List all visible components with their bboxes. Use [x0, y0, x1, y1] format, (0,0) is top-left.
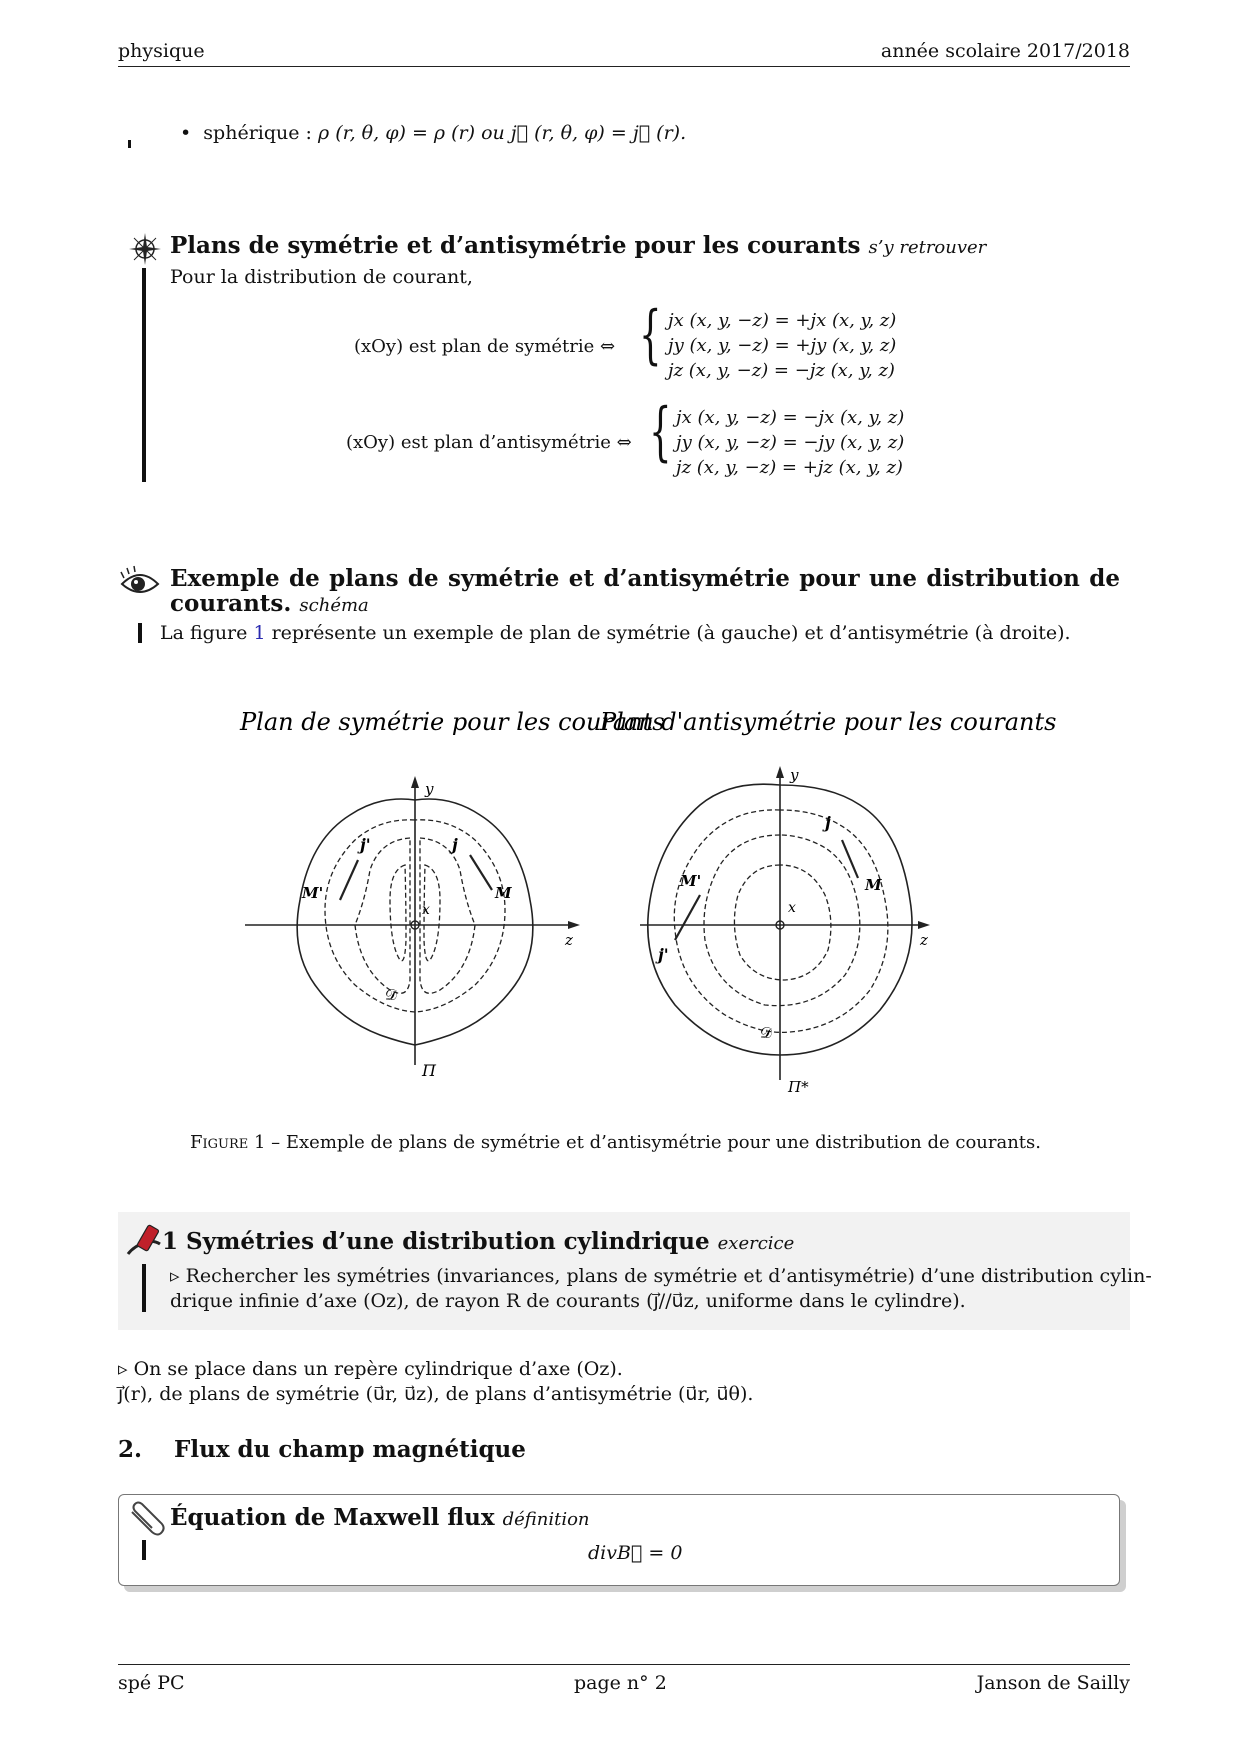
footer-left: spé PC	[118, 1672, 185, 1694]
spherical-bullet	[180, 122, 686, 144]
header-right: année scolaire 2017/2018	[880, 40, 1130, 62]
exercise-line-2: drique infinie d’axe (Oz), de rayon R de courants (j⃗//u⃗z, uniforme dans le cylindre).	[170, 1290, 966, 1312]
sym-intro: Pour la distribution de courant,	[170, 266, 473, 288]
sym-title-text: Plans de symétrie et d’antisymétrie pour les courants	[170, 232, 861, 259]
right-label-jp: j'	[658, 945, 669, 964]
header-left: physique	[118, 40, 205, 62]
exercise-bar	[142, 1264, 146, 1312]
bullet-label: sphérique :	[203, 122, 312, 144]
section-2-number: 2.	[118, 1436, 143, 1463]
antisym-eq-1: jx (x, y, −z) = −jx (x, y, z)	[676, 407, 905, 428]
sym-eq-2: jy (x, y, −z) = +jy (x, y, z)	[668, 335, 897, 356]
right-label-Mp: M'	[680, 872, 702, 890]
bullet-dot: •	[180, 122, 204, 144]
compass-icon	[128, 232, 162, 271]
caption-label: Figure 1	[190, 1132, 266, 1153]
sym-tag: s’y retrouver	[868, 237, 987, 258]
right-y-arrow	[776, 766, 784, 778]
exercise-title	[162, 1228, 794, 1255]
bullet-formula: ρ (r, θ, φ) = ρ (r) ou j⃗ (r, θ, φ) = j⃗ (r).	[317, 122, 687, 144]
left-loop-core-left	[390, 865, 406, 961]
antisym-eq-3: jz (x, y, −z) = +jz (x, y, z)	[676, 457, 903, 478]
example-text-after: représente un exemple de plan de symétrie (à gauche) et d’antisymétrie (à droite).	[271, 622, 1071, 644]
example-tag: schéma	[299, 595, 369, 616]
sym-eq-1: jx (x, y, −z) = +jx (x, y, z)	[668, 310, 897, 331]
footer-center: page n° 2	[574, 1672, 667, 1694]
definition-tag: définition	[502, 1509, 590, 1530]
right-label-M: M	[865, 876, 882, 894]
left-label-x: x	[422, 902, 430, 918]
figure-1	[230, 700, 1057, 1105]
section-bar	[142, 268, 146, 482]
right-label-z: z	[920, 931, 928, 949]
antisym-eq-2: jy (x, y, −z) = −jy (x, y, z)	[676, 432, 905, 453]
sym-label: (xOy) est plan de symétrie ⇔	[354, 336, 616, 357]
definition-title-text: Équation de Maxwell flux	[170, 1504, 495, 1531]
sym-eq-3: jz (x, y, −z) = −jz (x, y, z)	[668, 360, 895, 381]
antisym-brace: {	[649, 395, 672, 469]
margin-mark	[128, 140, 131, 148]
right-z-arrow	[918, 921, 930, 929]
section-2-title: Flux du champ magnétique	[174, 1436, 526, 1463]
caption-text: – Exemple de plans de symétrie et d’antisymétrie pour une distribution de courants.	[271, 1132, 1041, 1153]
example-text-before: La figure	[160, 622, 248, 644]
sym-section-title	[170, 232, 986, 259]
left-vector-j	[470, 855, 492, 890]
right-loop-2	[704, 835, 860, 1006]
paperclip-icon	[126, 1502, 166, 1543]
left-label-y: y	[425, 780, 434, 798]
right-label-x: x	[788, 900, 796, 916]
sym-brace: {	[639, 298, 662, 372]
left-panel	[245, 780, 575, 1065]
exercise-tag: exercice	[717, 1233, 795, 1254]
example-title-text: Exemple de plans de symétrie et d’antisymétrie pour une distribution de courants.	[170, 565, 1120, 617]
definition-bar	[142, 1540, 146, 1560]
right-label-y: y	[790, 766, 799, 784]
right-vector-jp	[675, 895, 700, 940]
left-y-arrow	[411, 776, 419, 788]
eye-icon	[120, 566, 160, 605]
exercise-line-1: ▹ Rechercher les symétries (invariances, plans de symétrie et d’antisymétrie) d’une distribution cylin-	[170, 1265, 1152, 1287]
left-loop-inner-left	[355, 838, 410, 993]
left-label-M: M	[495, 884, 512, 902]
figure-svg	[230, 700, 1057, 1100]
figure-title-left: Plan de symétrie pour les courants	[240, 708, 665, 736]
left-vector-jp	[340, 860, 358, 900]
left-label-D: 𝒟	[385, 986, 397, 1004]
example-bar	[138, 623, 142, 643]
footer-right: Janson de Sailly	[976, 1672, 1130, 1694]
left-label-Mp: M'	[302, 884, 324, 902]
right-label-D: 𝒟	[760, 1024, 772, 1042]
pencil-icon	[124, 1222, 164, 1267]
left-label-Pi: Π	[422, 1061, 436, 1080]
section-2-heading	[118, 1436, 526, 1463]
definition-title	[170, 1504, 590, 1531]
antisym-label: (xOy) est plan d’antisymétrie ⇔	[346, 432, 632, 453]
left-label-j: j	[452, 835, 458, 854]
footer-rule	[118, 1664, 1130, 1665]
right-label-Pi: Π*	[788, 1078, 809, 1096]
left-z-arrow	[568, 921, 580, 929]
right-label-j: j	[825, 813, 831, 832]
example-text	[160, 622, 1071, 644]
left-label-jp: j'	[360, 835, 371, 854]
answer-line-1: ▹ On se place dans un repère cylindrique d’axe (Oz).	[118, 1358, 623, 1380]
right-vector-j	[842, 840, 858, 878]
example-section-title	[170, 566, 1120, 618]
exercise-title-text: 1 Symétries d’une distribution cylindrique	[162, 1228, 710, 1255]
figure-title-right: Plan d'antisymétrie pour les courants	[600, 708, 1057, 736]
figure-caption	[190, 1132, 1041, 1153]
left-label-z: z	[565, 931, 573, 949]
answer-line-2: j⃗(r), de plans de symétrie (u⃗r, u⃗z), de plans d’antisymétrie (u⃗r, u⃗θ).	[118, 1383, 754, 1405]
header-rule	[118, 66, 1130, 67]
maxwell-flux-formula: divB⃗ = 0	[588, 1542, 683, 1564]
figure-ref-link[interactable]: 1	[253, 622, 266, 644]
right-panel	[640, 770, 925, 1080]
